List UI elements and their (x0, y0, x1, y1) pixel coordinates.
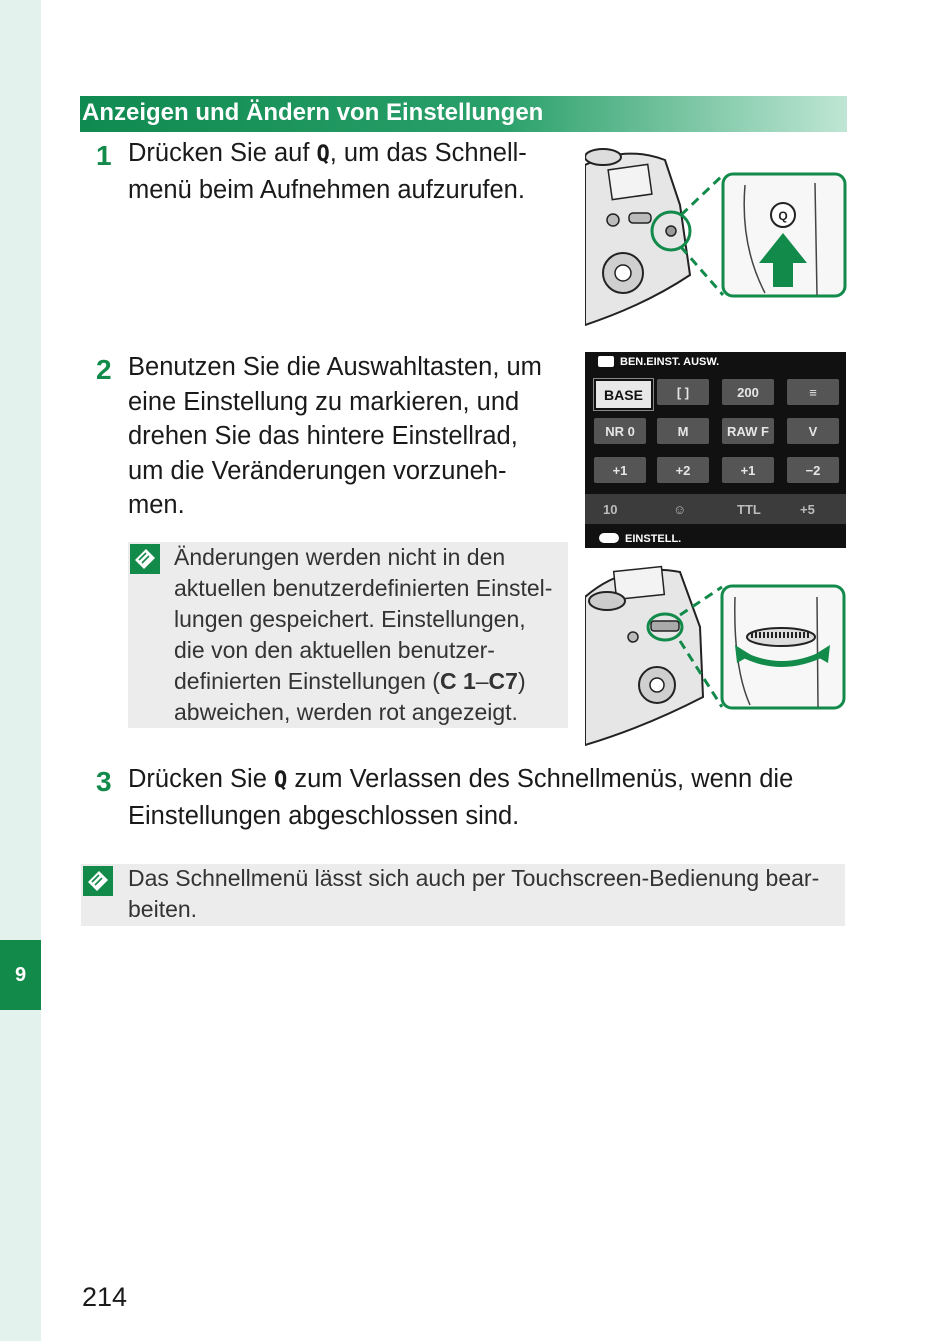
step-1-text-a: Drücken Sie auf (128, 139, 317, 167)
quick-menu-bottom-row (585, 494, 846, 524)
note-1-line-4: die von den aktuellen benutzer- (174, 637, 495, 663)
quick-menu-screenshot (585, 352, 846, 548)
quick-menu-header-label: BEN.EINST. AUSW. (620, 356, 720, 368)
quick-menu-cell: −2 (787, 457, 839, 483)
step-2-line-2: eine Einstellung zu markieren, und (128, 387, 520, 416)
step-1-number: 1 (96, 140, 112, 171)
quick-menu-cell: ≡ (787, 379, 839, 405)
step-3-text (128, 762, 848, 833)
quick-menu-cell: 200 (722, 379, 774, 405)
camera-command-dial-illustration (585, 557, 850, 747)
quick-menu-footer (585, 528, 846, 548)
quick-menu-cell: +5 (800, 502, 815, 517)
section-title: Anzeigen und Ändern von Einstellungen (82, 99, 544, 126)
step-2-line-5: men. (128, 491, 185, 519)
note-1-text (174, 542, 566, 728)
note-1-line-2: aktuellen benutzerdefinierten Einstel- (174, 575, 553, 601)
camera-q-button-illustration (585, 145, 850, 327)
step-3-text-a: Drücken Sie (128, 765, 274, 793)
note-box-2 (81, 864, 845, 926)
q-button-icon: Q (273, 768, 288, 793)
step-2-line-4: um die Veränderungen vorzuneh- (128, 456, 507, 485)
note-icon (83, 866, 113, 896)
quick-menu-cell: TTL (737, 502, 761, 517)
chapter-number: 9 (14, 963, 27, 986)
step-2-line-3: drehen Sie das hintere Einstellrad, (128, 422, 518, 450)
step-1-text-c: menü beim Aufnehmen aufzurufen. (128, 175, 525, 204)
custom-setting-c7: C7 (488, 668, 518, 694)
quick-menu-cell: [ ] (657, 379, 709, 405)
note-1-line-1: Änderungen werden nicht in den (174, 544, 506, 570)
note-2-line-2: beiten. (128, 896, 198, 922)
quick-menu-cell: V (787, 418, 839, 444)
page-number: 214 (82, 1282, 128, 1312)
quick-menu-footer-label: EINSTELL. (625, 533, 682, 545)
note-1-paren: ) (517, 668, 526, 694)
note-1-line-5a: definierten Einstellungen ( (174, 668, 440, 694)
note-2-line-1: Das Schnellmenü lässt sich auch per Touchscreen-Bedienung bear- (128, 865, 820, 891)
note-box-1 (128, 542, 568, 728)
note-1-dash: – (475, 668, 489, 694)
custom-setting-c1: C 1 (439, 668, 476, 694)
quick-menu-cell: RAW F (722, 418, 774, 444)
svg-text:Q: Q (778, 209, 788, 223)
step-3-text-b: zum Verlassen des Schnellmenüs, wenn die (287, 765, 794, 793)
q-button-icon: Q (316, 142, 330, 167)
quick-menu-cell: +1 (722, 457, 774, 483)
step-2-number: 2 (96, 354, 112, 385)
quick-menu-header (585, 352, 846, 372)
chapter-tab (0, 940, 41, 1010)
quick-menu-cell: NR 0 (594, 418, 646, 444)
note-1-line-3: lungen gespeichert. Einstellungen, (174, 606, 526, 632)
step-1-text (128, 136, 568, 207)
note-icon (130, 544, 160, 574)
quick-menu-base-cell: BASE (594, 379, 653, 410)
note-2-text (128, 863, 840, 925)
quick-menu-cell: +1 (594, 457, 646, 483)
quick-menu-cell: +2 (657, 457, 709, 483)
step-2-text (128, 350, 578, 523)
quick-menu-cell: ☺ (673, 502, 687, 517)
quick-menu-cell: 10 (603, 502, 618, 517)
step-3-text-c: Einstellungen abgeschlossen sind. (128, 801, 520, 830)
step-3-number: 3 (96, 766, 112, 797)
dial-icon (599, 533, 619, 543)
step-2-line-1: Benutzen Sie die Auswahltasten, um (128, 353, 542, 381)
step-1-text-b: , um das Schnell- (329, 139, 527, 167)
side-margin-strip (0, 0, 41, 1341)
quick-menu-cell: M (657, 418, 709, 444)
custom-settings-icon (598, 356, 614, 367)
section-header (80, 96, 847, 132)
note-1-line-6: abweichen, werden rot angezeigt. (174, 699, 518, 725)
